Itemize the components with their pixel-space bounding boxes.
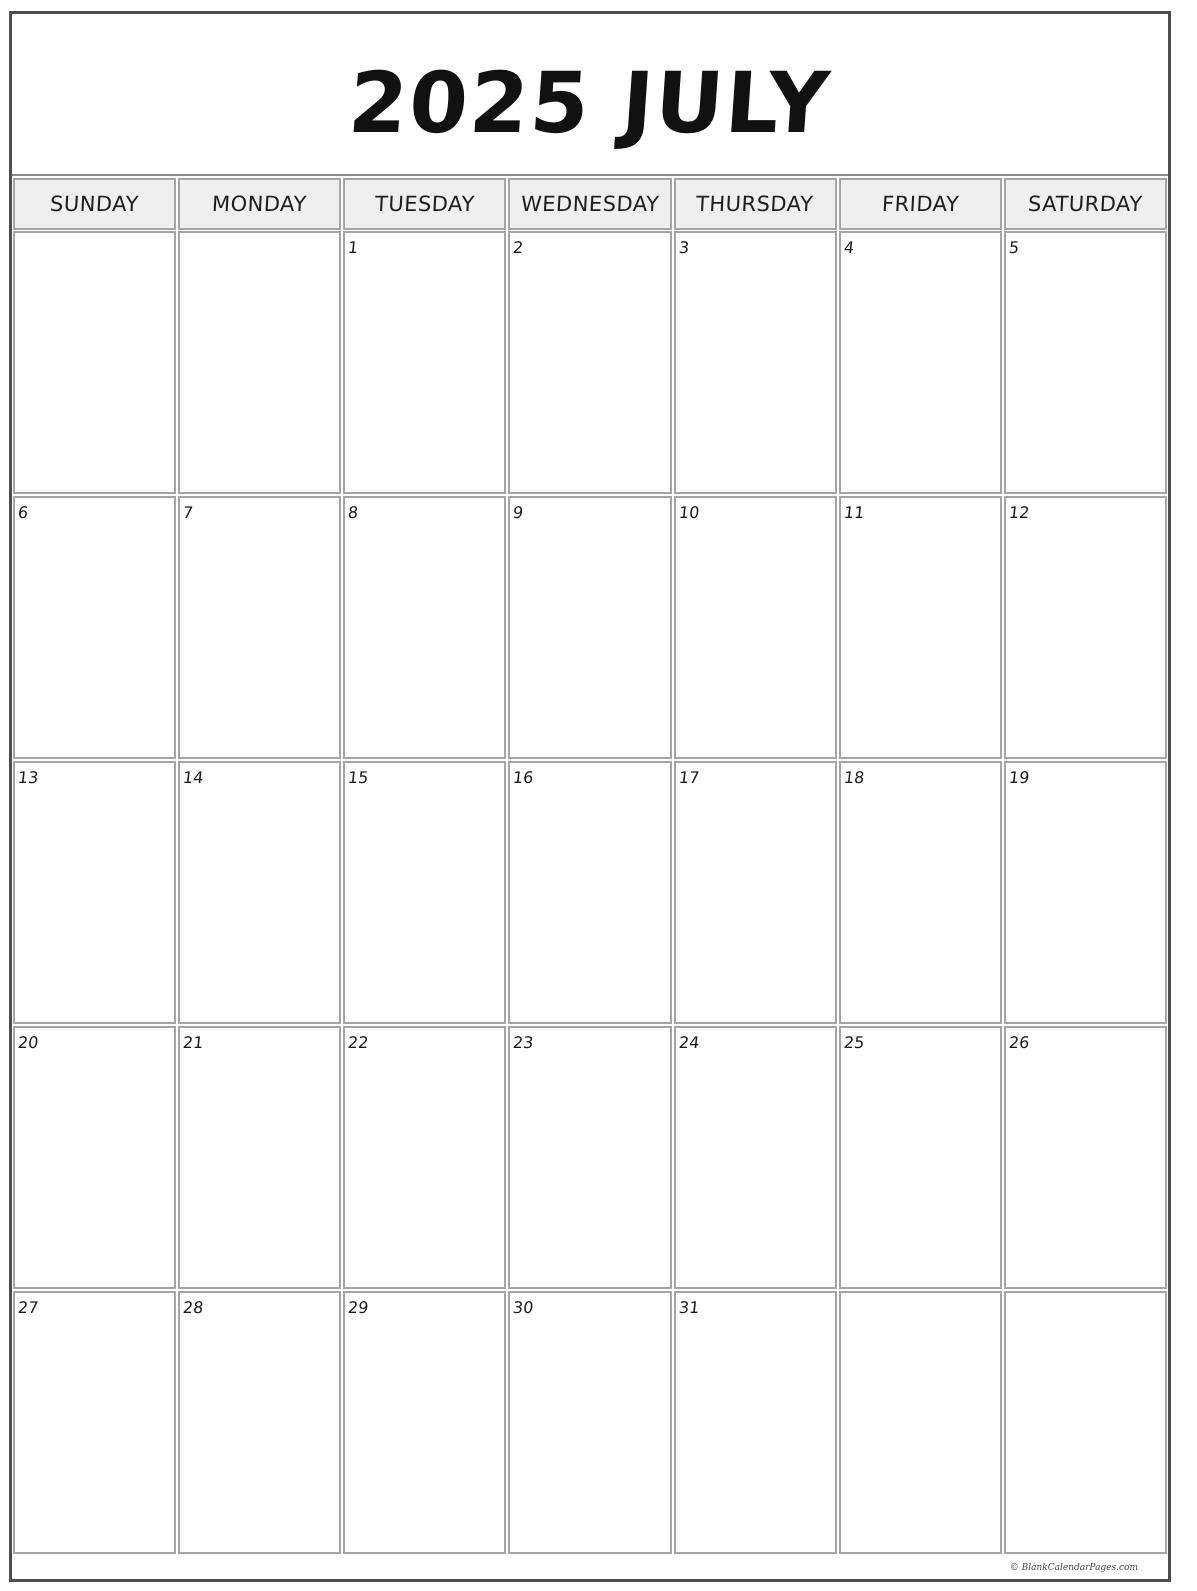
day-cell xyxy=(343,1026,506,1289)
day-cell xyxy=(839,496,1002,759)
day-cell xyxy=(1004,496,1167,759)
day-number: 2 xyxy=(512,238,525,257)
day-number: 8 xyxy=(347,503,360,522)
day-cell xyxy=(674,496,837,759)
day-cell xyxy=(13,1026,176,1289)
day-cell xyxy=(674,231,837,494)
day-number: 7 xyxy=(182,503,195,522)
day-cell xyxy=(674,761,837,1024)
weekday-header-row xyxy=(12,176,1168,230)
day-cell xyxy=(839,1291,1002,1554)
day-cell xyxy=(178,231,341,494)
day-number: 16 xyxy=(512,768,535,787)
day-cell xyxy=(13,496,176,759)
day-cell xyxy=(1004,761,1167,1024)
day-number: 6 xyxy=(17,503,30,522)
weekday-tuesday: TUESDAY xyxy=(343,178,506,230)
day-cell xyxy=(508,1291,671,1554)
day-cell xyxy=(343,1291,506,1554)
weekday-friday: FRIDAY xyxy=(839,178,1002,230)
day-cell xyxy=(508,496,671,759)
day-cell xyxy=(508,761,671,1024)
day-number: 17 xyxy=(677,768,700,787)
day-cell xyxy=(178,761,341,1024)
day-cell xyxy=(674,1026,837,1289)
day-cell xyxy=(13,231,176,494)
day-cell xyxy=(1004,1291,1167,1554)
day-number: 18 xyxy=(842,768,866,787)
day-cell xyxy=(839,231,1002,494)
day-cell xyxy=(13,1291,176,1554)
day-cell xyxy=(508,1026,671,1289)
calendar-grid xyxy=(12,230,1168,1555)
day-cell xyxy=(1004,231,1167,494)
day-cell xyxy=(343,496,506,759)
day-number: 1 xyxy=(347,238,360,257)
day-cell xyxy=(178,1026,341,1289)
day-number: 11 xyxy=(842,503,866,522)
day-cell xyxy=(178,1291,341,1554)
day-number: 30 xyxy=(512,1298,535,1317)
day-number: 12 xyxy=(1007,503,1031,522)
day-number: 26 xyxy=(1007,1033,1031,1052)
day-cell xyxy=(839,1026,1002,1289)
day-cell xyxy=(508,231,671,494)
weekday-wednesday: WEDNESDAY xyxy=(508,178,671,230)
day-number: 21 xyxy=(182,1033,205,1052)
day-number: 24 xyxy=(677,1033,700,1052)
day-number: 23 xyxy=(512,1033,535,1052)
footer-credit: © BlankCalendarPages.com xyxy=(1009,1563,1138,1573)
day-number: 25 xyxy=(842,1033,866,1052)
day-cell xyxy=(674,1291,837,1554)
day-number: 22 xyxy=(347,1033,370,1052)
day-cell xyxy=(178,496,341,759)
day-number: 28 xyxy=(182,1298,205,1317)
day-cell xyxy=(13,761,176,1024)
day-cell xyxy=(1004,1026,1167,1289)
day-number: 3 xyxy=(677,238,690,257)
day-number: 20 xyxy=(17,1033,40,1052)
day-number: 15 xyxy=(347,768,370,787)
day-number: 5 xyxy=(1007,238,1021,257)
day-number: 14 xyxy=(182,768,205,787)
day-number: 19 xyxy=(1007,768,1031,787)
day-number: 31 xyxy=(677,1298,700,1317)
calendar-title: 2025 JULY xyxy=(345,54,835,152)
weekday-thursday: THURSDAY xyxy=(674,178,837,230)
weekday-saturday: SATURDAY xyxy=(1004,178,1167,230)
weekday-monday: MONDAY xyxy=(178,178,341,230)
day-number: 29 xyxy=(347,1298,370,1317)
calendar-frame xyxy=(9,11,1171,1582)
day-number: 13 xyxy=(17,768,40,787)
title-area xyxy=(12,14,1168,176)
day-number: 27 xyxy=(17,1298,40,1317)
day-cell xyxy=(343,761,506,1024)
day-number: 10 xyxy=(677,503,700,522)
day-number: 4 xyxy=(842,238,855,257)
day-cell xyxy=(839,761,1002,1024)
day-number: 9 xyxy=(512,503,525,522)
day-cell xyxy=(343,231,506,494)
weekday-sunday: SUNDAY xyxy=(13,178,176,230)
